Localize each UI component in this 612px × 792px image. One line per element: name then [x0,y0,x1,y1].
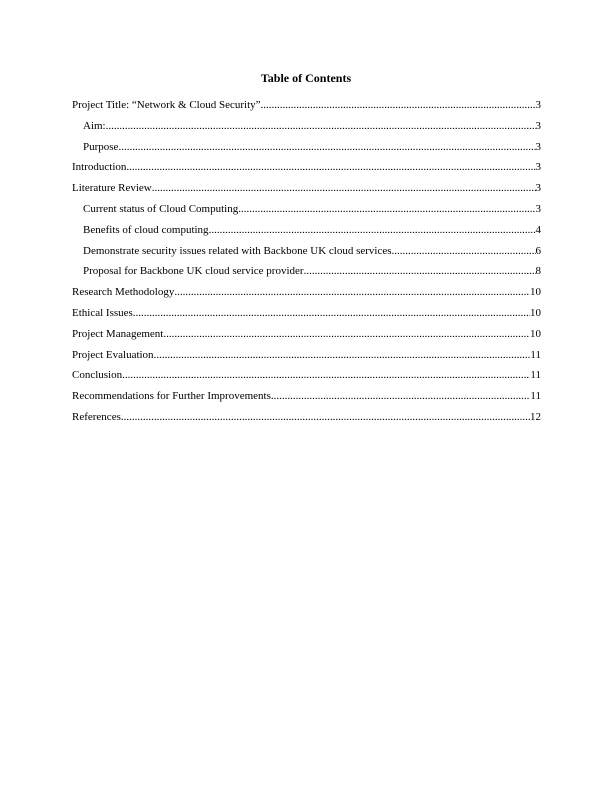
toc-entry-label: Recommendations for Further Improvements [72,390,271,403]
toc-dot-leader [106,119,536,133]
toc-dot-leader [133,306,530,320]
toc-list [72,98,541,431]
toc-title: Table of Contents [260,71,352,85]
toc-dot-leader [392,244,536,258]
toc-entry-label: Literature Review [72,182,152,195]
toc-entry-page: 10 [530,306,541,319]
toc-entry-page: 4 [535,223,541,236]
toc-entry-page: 3 [535,182,541,195]
toc-entry[interactable] [72,327,541,348]
toc-entry-label: Introduction [72,161,127,174]
toc-dot-leader [238,202,535,216]
toc-dot-leader [304,264,536,278]
toc-entry[interactable] [72,160,541,181]
toc-dot-leader [163,327,530,341]
toc-entry[interactable] [72,244,541,265]
toc-entry-page: 8 [535,265,541,278]
toc-entry[interactable] [72,119,541,140]
toc-dot-leader [118,140,535,154]
toc-dot-leader [122,368,530,382]
toc-entry-label: Proposal for Backbone UK cloud service provider [83,265,304,278]
toc-entry-page: 11 [530,369,541,382]
toc-dot-leader [209,223,536,237]
toc-entry-label: Conclusion [72,369,123,382]
toc-entry[interactable] [72,223,541,244]
toc-entry-label: Benefits of cloud computing [83,223,209,236]
toc-dot-leader [271,389,531,403]
toc-entry[interactable] [72,98,541,119]
toc-entry-label: Project Title: “Network & Cloud Security” [72,99,261,111]
toc-dot-leader [126,160,535,174]
toc-entry-label: Purpose [83,140,119,153]
toc-entry[interactable] [72,285,541,306]
toc-entry-page: 11 [530,390,541,403]
toc-entry-page: 3 [535,119,541,132]
toc-dot-leader [261,98,536,112]
toc-entry[interactable] [72,306,541,327]
toc-entry-page: 11 [530,348,541,361]
toc-entry-page: 10 [530,286,541,299]
toc-entry-label: Current status of Cloud Computing [83,202,239,215]
toc-entry-label: Project Management [72,327,164,340]
toc-entry-label: Demonstrate security issues related with Backbone UK cloud services [83,244,392,257]
toc-dot-leader [121,410,530,424]
toc-entry[interactable] [72,368,541,389]
toc-entry-label: Ethical Issues [72,306,133,319]
toc-entry-page: 3 [535,140,541,153]
toc-entry-label: Project Evaluation [72,348,154,361]
toc-entry-page: 6 [535,244,541,257]
toc-entry-label: References [72,410,121,423]
toc-entry-page: 3 [535,99,541,111]
toc-entry[interactable] [72,140,541,161]
toc-entry-page: 10 [530,327,541,340]
toc-entry-page: 3 [535,202,541,215]
toc-entry[interactable] [72,181,541,202]
toc-entry[interactable] [72,348,541,369]
toc-entry[interactable] [72,202,541,223]
toc-entry[interactable] [72,389,541,410]
toc-entry[interactable] [72,264,541,285]
toc-entry-page: 12 [530,410,541,423]
toc-dot-leader [174,285,530,299]
toc-entry-page: 3 [535,161,541,174]
toc-dot-leader [154,348,531,362]
toc-dot-leader [152,181,536,195]
toc-entry-label: Research Methodology [72,286,175,299]
toc-entry[interactable] [72,410,541,431]
toc-entry-label: Aim: [83,119,106,132]
